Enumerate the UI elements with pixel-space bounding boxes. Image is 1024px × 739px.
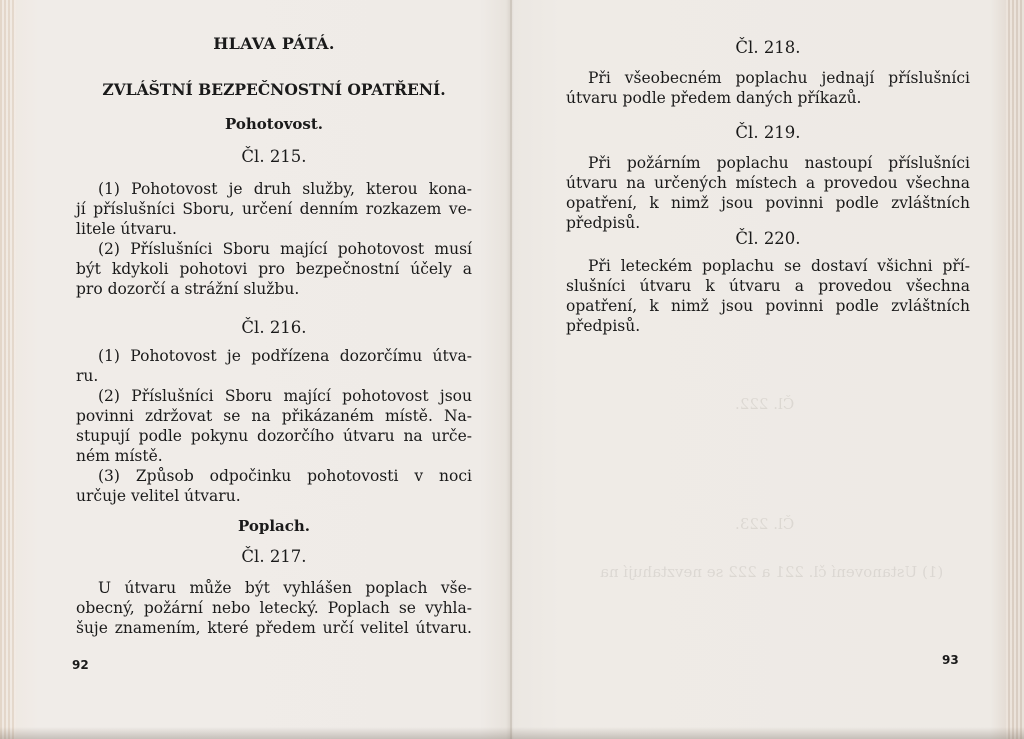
- left-page-edges: [0, 0, 16, 739]
- book-spine: [510, 0, 512, 739]
- article-heading: Čl. 216.: [241, 318, 307, 337]
- article-217-text: U útvaru může být vyhlášen poplach vše- obecný, požární nebo letecký. Poplach se vyhla- šuje znamením, které předem určí velitel útvaru.: [76, 579, 472, 637]
- page-number: 92: [72, 658, 89, 672]
- article-216-paragraph-3: (3) Způsob odpočinku pohotovosti v noci určuje velitel útvaru.: [76, 467, 472, 505]
- article-218-text: Při všeobecném poplachu jednají příslušníci útvaru podle předem daných příkazů.: [566, 69, 970, 107]
- chapter-title: HLAVA PÁTÁ.: [213, 34, 335, 53]
- show-through-text: (1) Ustanovení čl. 221 a 222 se nevztahují na: [600, 563, 944, 581]
- right-page-edges: [1006, 0, 1024, 739]
- article-heading: Čl. 219.: [735, 123, 801, 142]
- article-heading: Čl. 220.: [735, 229, 801, 248]
- article-215-paragraph-2: (2) Příslušníci Sboru mající pohotovost musí být kdykoli pohotovi pro bezpečnostní účely a pro dozorčí a strážní službu.: [76, 240, 472, 298]
- subsection-title: Poplach.: [237, 517, 311, 535]
- article-heading: Čl. 217.: [241, 547, 307, 566]
- show-through-heading: Čl. 223.: [735, 515, 795, 533]
- left-page: [72, 0, 472, 739]
- right-page: [566, 0, 970, 739]
- article-219-text: Při požárním poplachu nastoupí příslušníci útvaru na určených místech a provedou všechna opatření, k nimž jsou povinni podle zvláštních předpisů.: [566, 154, 970, 232]
- article-220-text: Při leteckém poplachu se dostaví všichni pří- slušníci útvaru k útvaru a provedou všechna opatření, k nimž jsou povinni podle zvláštních předpisů.: [566, 257, 970, 335]
- article-heading: Čl. 218.: [735, 38, 801, 57]
- show-through-heading: Čl. 222.: [735, 395, 795, 413]
- subsection-title: Pohotovost.: [224, 115, 324, 133]
- bottom-shadow: [0, 727, 1024, 739]
- article-216-paragraph-2: (2) Příslušníci Sboru mající pohotovost jsou povinni zdržovat se na přikázaném místě. Na- stupují podle pokynu dozorčího útvaru na urče- ném místě.: [76, 387, 472, 465]
- page-number: 93: [942, 653, 959, 667]
- article-heading: Čl. 215.: [241, 147, 307, 166]
- article-216-paragraph-1: (1) Pohotovost je podřízena dozorčímu útva- ru.: [76, 347, 472, 385]
- article-215-paragraph-1: (1) Pohotovost je druh služby, kterou kona- jí příslušníci Sboru, určení denním rozkazem ve- litele útvaru.: [76, 180, 472, 238]
- section-title: ZVLÁŠTNÍ BEZPEČNOSTNÍ OPATŘENÍ.: [102, 80, 446, 99]
